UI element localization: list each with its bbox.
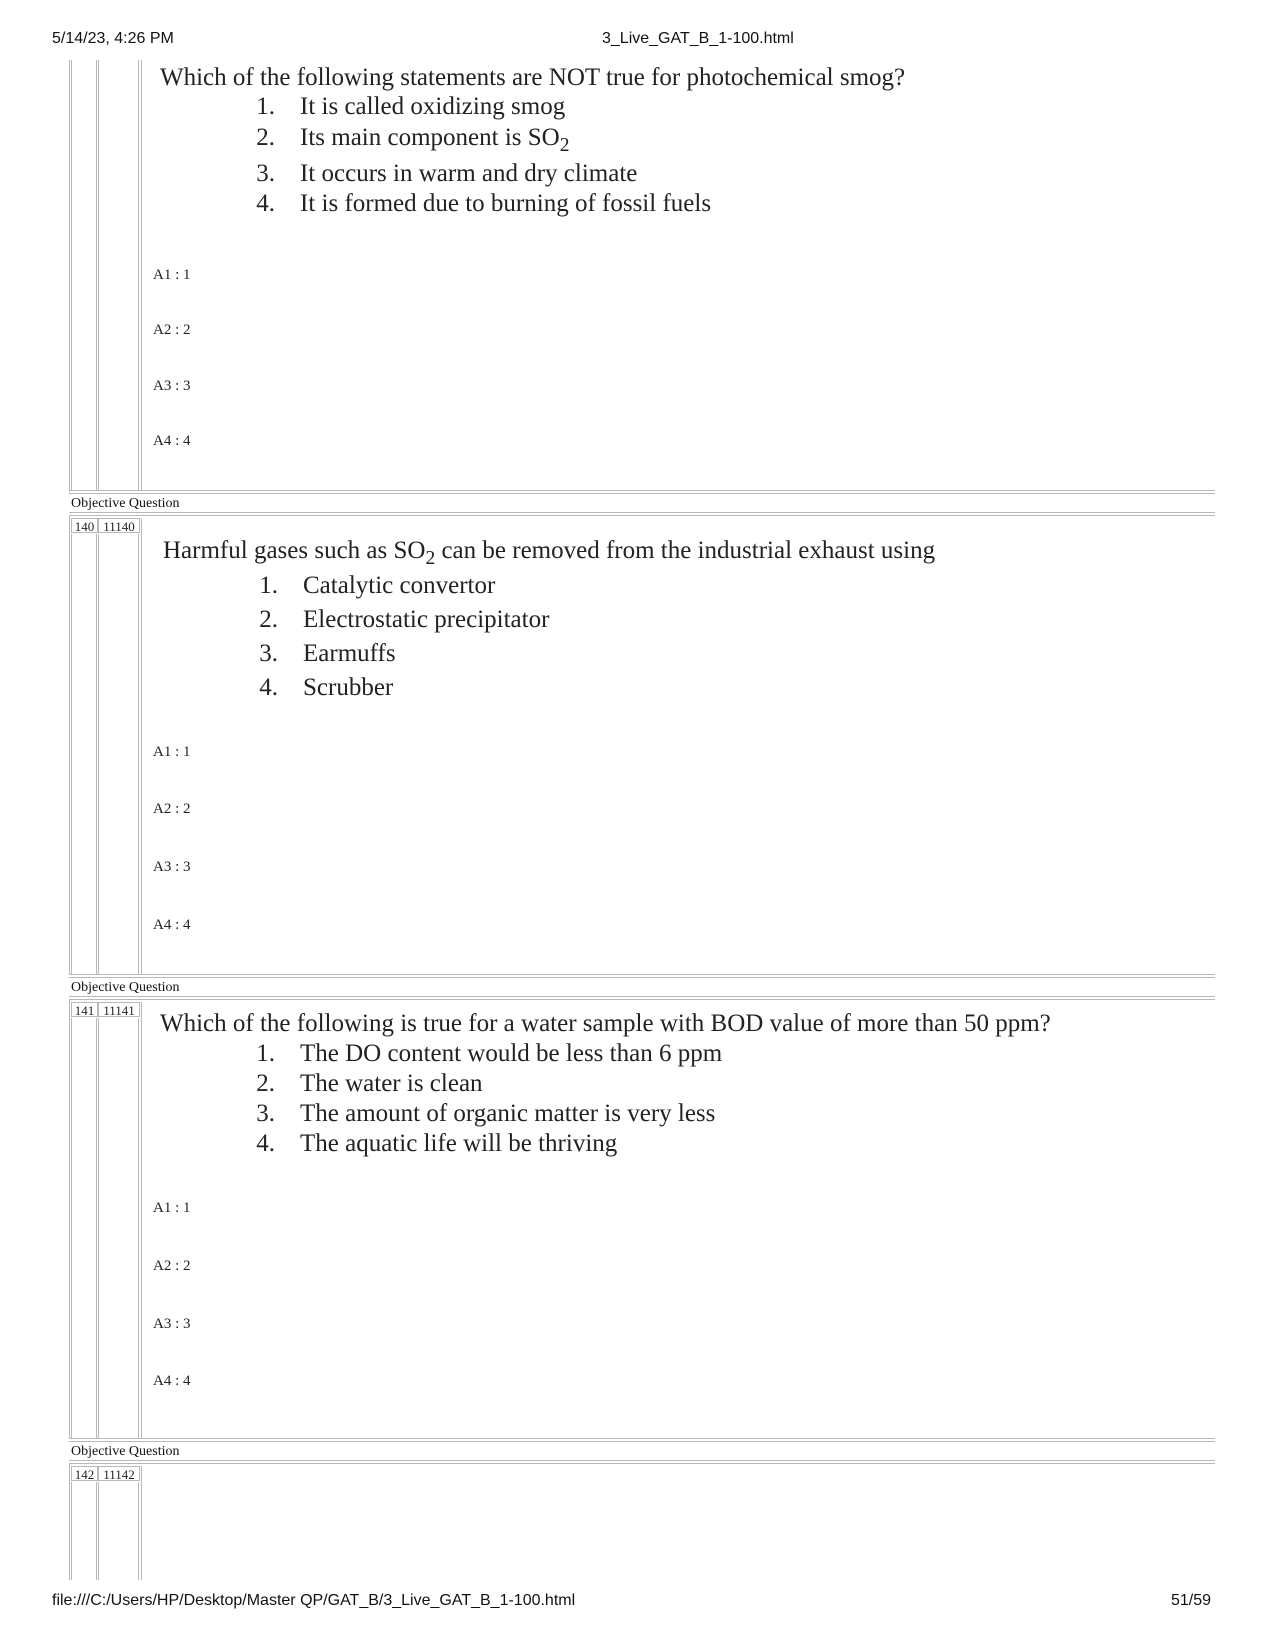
table-border <box>71 60 72 490</box>
option-number: 3. <box>256 1100 275 1127</box>
print-file-path: file:///C:/Users/HP/Desktop/Master QP/GAT_B/3_Live_GAT_B_1-100.html <box>52 1592 576 1609</box>
table-border <box>96 534 97 974</box>
row-divider <box>69 1460 1215 1461</box>
print-datetime: 5/14/23, 4:26 PM <box>52 30 174 47</box>
option-number: 2. <box>256 124 275 151</box>
option-text: The DO content would be less than 6 ppm <box>300 1040 723 1067</box>
option-number: 4. <box>256 190 275 217</box>
table-border <box>138 534 139 974</box>
section-label: Objective Question <box>71 1444 180 1459</box>
option-text: The amount of organic matter is very less <box>300 1100 716 1127</box>
row-divider <box>69 512 1215 513</box>
row-divider <box>69 1463 1215 1464</box>
table-border <box>69 515 70 975</box>
option-text: The aquatic life will be thriving <box>300 1130 618 1157</box>
option-text: The water is clean <box>300 1070 483 1097</box>
option-text: Electrostatic precipitator <box>303 606 550 633</box>
table-border <box>69 1463 70 1580</box>
table-border <box>141 518 142 974</box>
option-text: Scrubber <box>303 674 394 701</box>
table-border <box>138 1018 139 1438</box>
option-number: 2. <box>259 606 278 633</box>
table-border <box>141 60 142 490</box>
answer-choice: A2 : 2 <box>153 322 191 338</box>
table-border <box>98 1018 99 1438</box>
answer-choice: A3 : 3 <box>153 859 191 875</box>
section-label: Objective Question <box>71 496 180 511</box>
option-text: It occurs in warm and dry climate <box>300 160 638 187</box>
option-text: Its main component is SO <box>300 124 560 151</box>
serial-number: 140 <box>71 518 98 533</box>
row-divider <box>69 974 1215 975</box>
row-divider <box>69 493 1215 494</box>
table-border <box>96 60 97 490</box>
table-border <box>141 1466 142 1580</box>
table-border <box>71 1018 72 1438</box>
answer-choice: A4 : 4 <box>153 1373 191 1389</box>
option-number: 1. <box>256 1040 275 1067</box>
option-number: 4. <box>259 674 278 701</box>
table-border <box>69 60 70 492</box>
option-text: Earmuffs <box>303 640 396 667</box>
question-text: Which of the following statements are NOT true for photochemical smog? <box>160 64 906 91</box>
answer-choice: A3 : 3 <box>153 378 191 394</box>
row-divider <box>69 490 1215 491</box>
table-border <box>98 60 99 490</box>
page-number: 51/59 <box>1171 1592 1212 1609</box>
option-number: 1. <box>259 572 278 599</box>
option-text: Catalytic convertor <box>303 572 496 599</box>
table-border <box>69 999 70 1439</box>
table-border <box>98 534 99 974</box>
subscript: 2 <box>425 547 436 569</box>
row-divider <box>69 1441 1215 1442</box>
answer-choice: A1 : 1 <box>153 744 191 760</box>
answer-choice: A2 : 2 <box>153 1258 191 1274</box>
print-title: 3_Live_GAT_B_1-100.html <box>602 30 794 47</box>
table-border <box>96 1018 97 1438</box>
table-border <box>138 1482 139 1580</box>
option-text: It is formed due to burning of fossil fuels <box>300 190 712 217</box>
option-number: 3. <box>259 640 278 667</box>
question-text <box>163 537 935 570</box>
row-divider <box>69 999 1215 1000</box>
answer-choice: A4 : 4 <box>153 433 191 449</box>
answer-choice: A1 : 1 <box>153 1200 191 1216</box>
row-divider <box>69 977 1215 978</box>
row-divider <box>69 996 1215 997</box>
question-text: Which of the following is true for a water sample with BOD value of more than 50 ppm? <box>160 1010 1051 1037</box>
option-number: 2. <box>256 1070 275 1097</box>
question-id: 11142 <box>98 1466 140 1481</box>
question-text-part: can be removed from the industrial exhaust using <box>435 537 936 564</box>
row-divider <box>69 1438 1215 1439</box>
subscript: 2 <box>559 134 570 156</box>
serial-number: 141 <box>71 1002 98 1017</box>
question-id: 11140 <box>98 518 140 533</box>
table-border <box>96 1482 97 1580</box>
option-number: 4. <box>256 1130 275 1157</box>
table-border <box>71 534 72 974</box>
table-border <box>141 1002 142 1438</box>
section-label: Objective Question <box>71 980 180 995</box>
option-number: 3. <box>256 160 275 187</box>
table-border <box>138 60 139 490</box>
row-divider <box>69 515 1215 516</box>
option-text-with-subscript <box>300 124 569 157</box>
serial-number: 142 <box>71 1466 98 1481</box>
option-text: It is called oxidizing smog <box>300 93 566 120</box>
question-id: 11141 <box>98 1002 140 1017</box>
answer-choice: A1 : 1 <box>153 267 191 283</box>
answer-choice: A3 : 3 <box>153 1316 191 1332</box>
table-border <box>98 1482 99 1580</box>
answer-choice: A2 : 2 <box>153 801 191 817</box>
table-border <box>71 1482 72 1580</box>
answer-choice: A4 : 4 <box>153 917 191 933</box>
question-text-part: Harmful gases such as SO <box>163 537 426 564</box>
option-number: 1. <box>256 93 275 120</box>
